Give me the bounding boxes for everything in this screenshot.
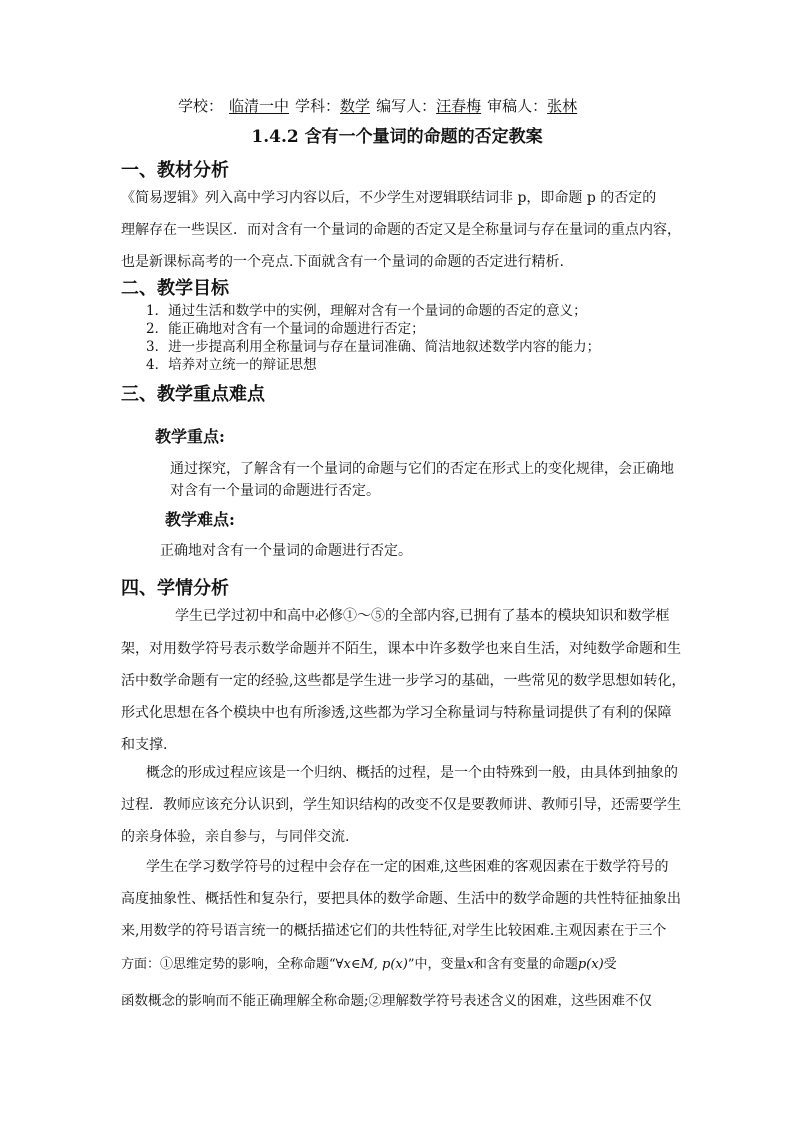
paragraph-line: 对含有一个量词的命题进行否定。 (170, 483, 380, 499)
objective-item: 3．进一步提高利用全称量词与存在量词准确、简洁地叙述数学内容的能力； (146, 339, 601, 355)
paragraph-line: 形式化思想在各个模块中也有所渗透,这些都为学习全称量词与特称量词提供了有利的保障 (121, 705, 672, 721)
paragraph-line: 和支撑. (121, 737, 168, 753)
text-fragment: 受 (603, 957, 617, 972)
paragraph-line: 学生已学过初中和高中必修①～⑤的全部内容,已拥有了基本的模块知识和数学框 (175, 608, 670, 624)
section-heading-teaching-objectives: 二、教学目标 (121, 278, 229, 299)
text-fragment: 和含有变量的命题 (473, 957, 578, 972)
subheading-key-points: 教学重点: (155, 427, 225, 446)
paragraph-line: 概念的形成过程应该是一个归纳、概括的过程，是一个由特殊到一般，由具体到抽象的 (146, 765, 678, 781)
subject-label: 学科： (295, 97, 341, 115)
paragraph-line: 理解存在一些误区．而对含有一个量词的命题的否定又是全称量词与存在量词的重点内容， (121, 222, 681, 238)
author-name: 汪春梅 (436, 97, 482, 115)
paragraph-line: 过程．教师应该充分认识到，学生知识结构的改变不仅是要教师讲、教师引导，还需要学生 (121, 797, 681, 813)
reviewer-name: 张林 (547, 97, 578, 115)
subheading-difficult-points: 教学难点: (165, 510, 235, 529)
paragraph-line: 函数概念的影响而不能正确理解全称命题;②理解数学符号表述含义的困难，这些困难不仅 (121, 993, 653, 1009)
objective-item: 2．能正确地对含有一个量词的命题进行否定； (146, 321, 425, 337)
reviewer-label: 审稿人： (487, 97, 548, 115)
document-meta (178, 97, 577, 115)
text-fragment: ”中，变量 (407, 957, 467, 972)
paragraph-line: 高度抽象性、概括性和复杂行，要把具体的数学命题、生活中的数学命题的共性特征抽象出 (121, 891, 681, 907)
text-fragment: 方面：①思维定势的影响，全称命题“ (121, 957, 336, 972)
objective-item: 4．培养对立统一的辩证思想 (146, 357, 317, 373)
author-label: 编写人： (376, 97, 437, 115)
math-variable: p(x) (577, 957, 604, 972)
school-label: 学校： (178, 97, 224, 115)
paragraph-line: 通过探究，了解含有一个量词的命题与它们的否定在形式上的变化规律，会正确地 (170, 461, 674, 477)
paragraph-line: 《简易逻辑》列入高中学习内容以后，不少学生对逻辑联结词非 p，即命题 p 的否定的 (121, 190, 657, 206)
paragraph-line: 活中数学命题有一定的经验,这些都是学生进一步学习的基础，一些常见的数学思想如转化， (121, 673, 686, 689)
math-formula: ∀x∈M, p(x) (335, 957, 408, 972)
school-name: 临清一中 (229, 97, 290, 115)
section-heading-student-analysis: 四、学情分析 (121, 578, 229, 599)
paragraph-line: 的亲身体验，亲自参与，与同伴交流. (121, 829, 350, 845)
paragraph-line: 正确地对含有一个量词的命题进行否定。 (160, 543, 412, 559)
objective-item: 1．通过生活和数学中的实例，理解对含有一个量词的命题的否定的意义； (146, 303, 587, 319)
subject-name: 数学 (340, 97, 371, 115)
paragraph-line: 也是新课标高考的一个亮点.下面就含有一个量词的命题的否定进行精析. (121, 254, 564, 270)
section-heading-textbook-analysis: 一、教材分析 (121, 160, 229, 181)
paragraph-line: 学生在学习数学符号的过程中会存在一定的困难,这些困难的客观因素在于数学符号的 (146, 859, 669, 875)
math-variable: x (466, 957, 474, 972)
section-heading-key-difficult-points: 三、教学重点难点 (121, 384, 265, 405)
paragraph-line: 架，对用数学符号表示数学命题并不陌生，课本中许多数学也来自生活，对纯数学命题和生 (121, 641, 681, 657)
paragraph-line-with-formula (121, 956, 617, 974)
document-title: 1.4.2 含有一个量词的命题的否定教案 (251, 127, 543, 147)
paragraph-line: 来,用数学的符号语言统一的概括描述它们的共性特征,对学生比较困难.主观因素在于三个 (121, 923, 667, 939)
